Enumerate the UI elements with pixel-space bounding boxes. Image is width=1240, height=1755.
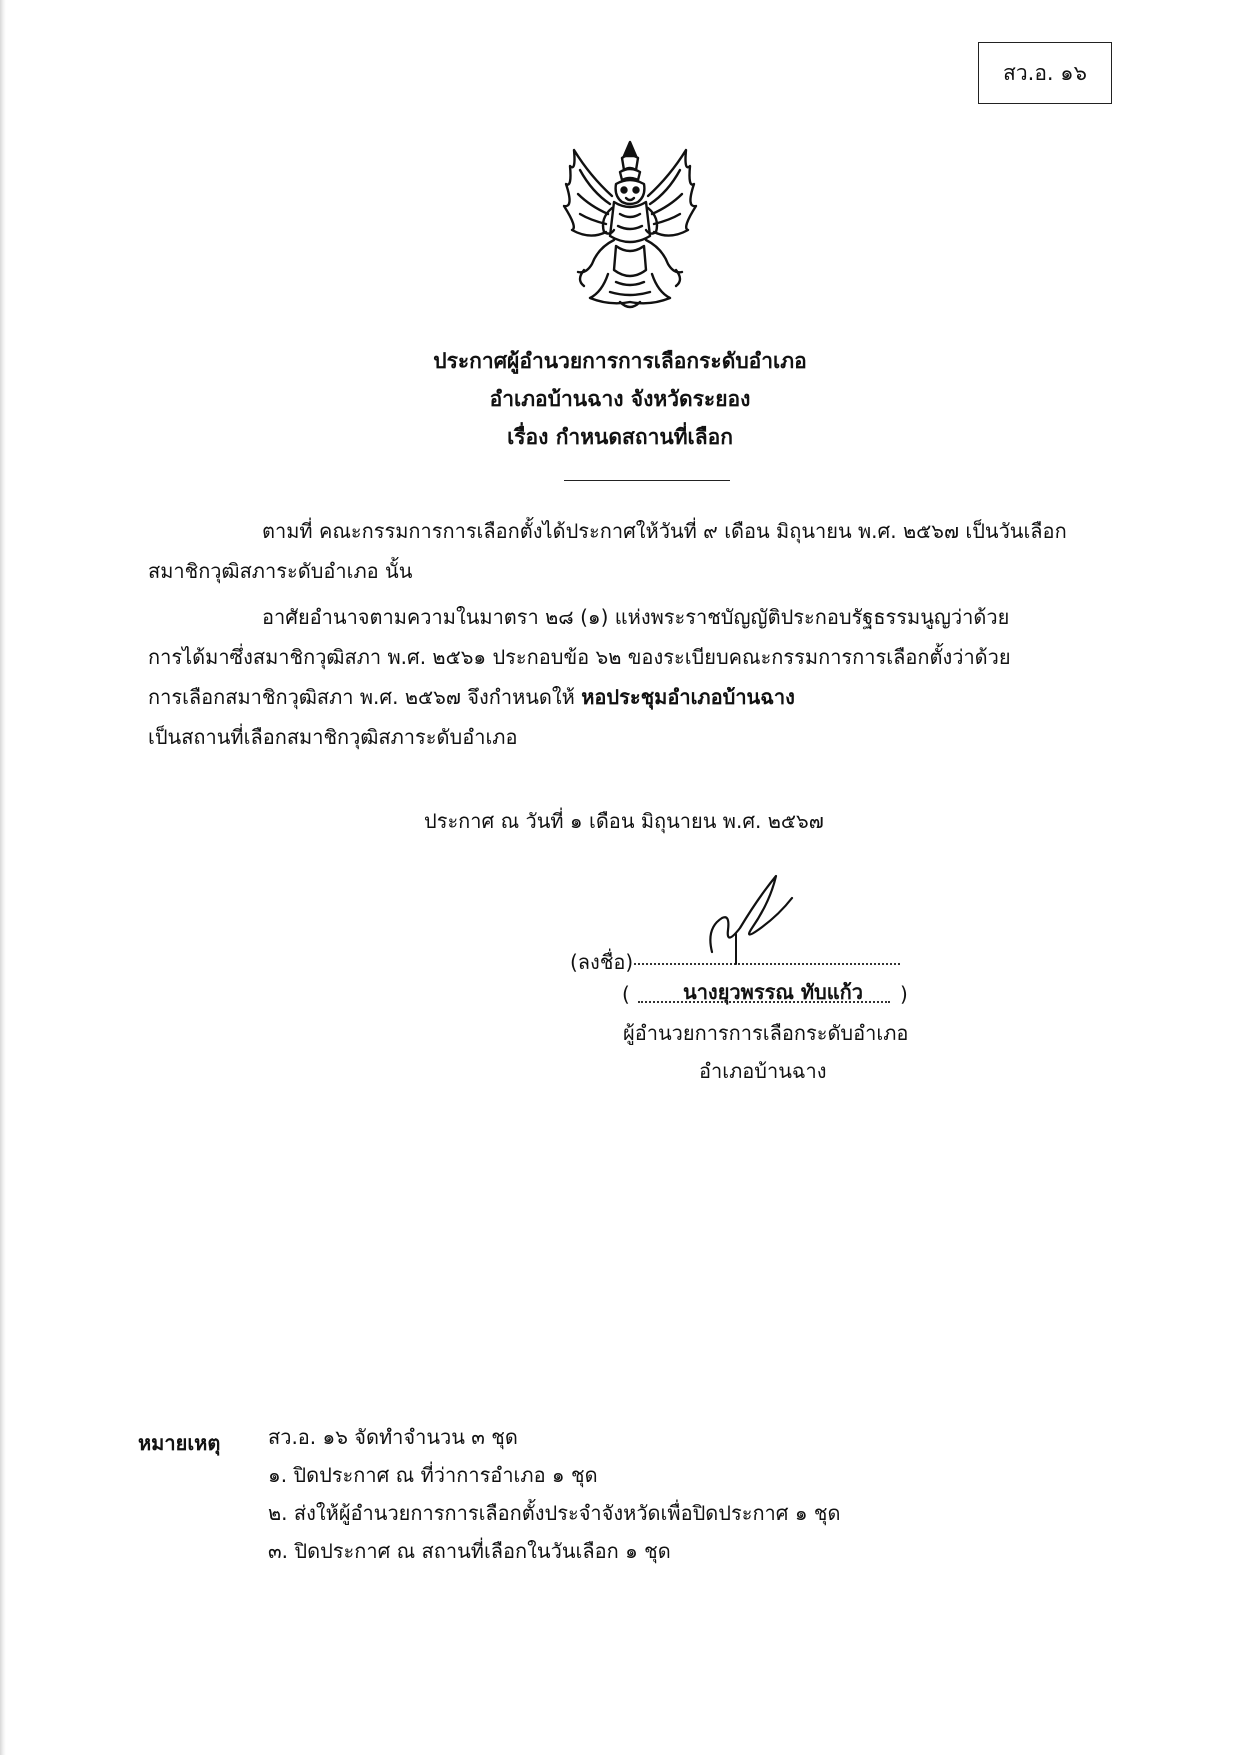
- title-divider: [564, 480, 730, 481]
- signatory-position: ผู้อำนวยการการเลือกระดับอำเภอ: [623, 1021, 909, 1045]
- remarks-item: ๑. ปิดประกาศ ณ ที่ว่าการอำเภอ ๑ ชุด: [268, 1463, 598, 1487]
- para2-line2: การได้มาซึ่งสมาชิกวุฒิสภา พ.ศ. ๒๕๖๑ ประกอบข้อ ๖๒ ของระเบียบคณะกรรมการการเลือกตั้งว่าด้วย: [148, 645, 1011, 669]
- signatory-name-field: [628, 974, 900, 1006]
- signatory-district: อำเภอบ้านฉาง: [699, 1059, 827, 1083]
- sign-label: (ลงชื่อ): [570, 950, 634, 974]
- announce-date: ประกาศ ณ วันที่ ๑ เดือน มิถุนายน พ.ศ. ๒๕๖๗: [424, 809, 824, 833]
- remarks-label: หมายเหตุ: [138, 1431, 221, 1455]
- para2-line3-prefix: การเลือกสมาชิกวุฒิสภา พ.ศ. ๒๕๖๗ จึงกำหนดให้: [148, 685, 575, 709]
- name-open-paren: (: [622, 982, 630, 1006]
- form-code-box: สว.อ. ๑๖: [978, 42, 1112, 104]
- para2-line3: [148, 681, 795, 713]
- handwritten-signature: [700, 868, 810, 968]
- title-line-1: ประกาศผู้อำนวยการการเลือกระดับอำเภอ: [433, 349, 807, 373]
- title-line-2: อำเภอบ้านฉาง จังหวัดระยอง: [489, 387, 751, 411]
- para1-line1: ตามที่ คณะกรรมการการเลือกตั้งได้ประกาศให้วันที่ ๙ เดือน มิถุนายน พ.ศ. ๒๕๖๗ เป็นวันเลือก: [262, 519, 1067, 543]
- name-close-paren: ): [900, 982, 908, 1006]
- para2-line1: อาศัยอำนาจตามความในมาตรา ๒๘ (๑) แห่งพระราชบัญญัติประกอบรัฐธรรมนูญว่าด้วย: [262, 605, 1010, 629]
- venue-name: หอประชุมอำเภอบ้านฉาง: [581, 685, 795, 709]
- scan-edge: [0, 0, 6, 1755]
- remarks-intro: สว.อ. ๑๖ จัดทำจำนวน ๓ ชุด: [268, 1425, 518, 1449]
- para2-line4: เป็นสถานที่เลือกสมาชิกวุฒิสภาระดับอำเภอ: [148, 725, 518, 749]
- garuda-emblem-icon: [550, 136, 710, 316]
- signatory-name: นางยุวพรรณ ทับแก้ว: [683, 980, 863, 1004]
- name-dotted-line: [638, 1001, 890, 1003]
- para1-line2: สมาชิกวุฒิสภาระดับอำเภอ นั้น: [148, 559, 413, 583]
- title-line-3: เรื่อง กำหนดสถานที่เลือก: [507, 425, 733, 449]
- remarks-item: ๒. ส่งให้ผู้อำนวยการการเลือกตั้งประจำจังหวัดเพื่อปิดประกาศ ๑ ชุด: [268, 1501, 841, 1525]
- remarks-item: ๓. ปิดประกาศ ณ สถานที่เลือกในวันเลือก ๑ ชุด: [268, 1539, 671, 1563]
